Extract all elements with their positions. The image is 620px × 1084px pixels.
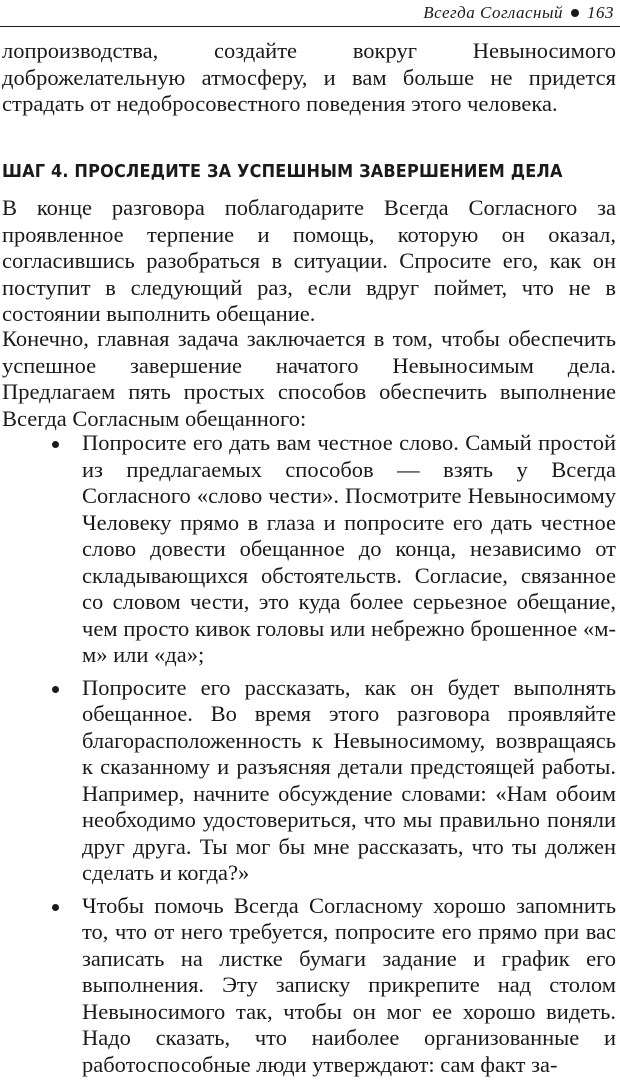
paragraph: В конце разговора поблагодарите Всегда Согласного за проявленное терпение и помощь, которую он оказал, согласившись разобраться в ситуации. Спросите его, как он поступит в следующий раз, если вдруг поймет, что не в состоянии выполнить обещание. xyxy=(2,195,616,326)
bullet-separator-icon xyxy=(571,9,579,17)
bullet-icon xyxy=(52,441,59,448)
list-item xyxy=(0,430,620,669)
running-header xyxy=(423,0,614,26)
list-item-text: Попросите его рассказать, как он будет выполнять обещанное. Во время этого разговора проявляйте благорасположенность к Невыносимому, возвращаясь к сказанному и разъясняя детали предстоящей работы. Например, начните обсуждение словами: «Нам обоим необходимо удостовериться, что мы правильно поняли друг друга. Ты мог бы мне рассказать, что ты должен сделать и когда?» xyxy=(82,674,616,885)
section-heading: ШАГ 4. ПРОСЛЕДИТЕ ЗА УСПЕШНЫМ ЗАВЕРШЕНИЕМ ДЕЛА xyxy=(2,162,563,182)
bullet-icon xyxy=(52,686,59,693)
continued-paragraph: лопроизводства, создайте вокруг Невыносимого доброжелательную атмосферу, и вам больше не придется страдать от недобросовестного поведения этого человека. xyxy=(2,38,616,116)
list-item-text: Чтобы помочь Всегда Согласному хорошо запомнить то, что от него требуется, попросите его прямо при вас записать на листке бумаги задание и график его выполнения. Эту записку прикрепите над столом Невыносимого так, чтобы он мог ее хорошо видеть. Надо сказать, что наиболее организованные и работоспособные люди утверждают: сам факт за- xyxy=(82,892,616,1077)
list-item xyxy=(0,893,620,1079)
page-number: 163 xyxy=(587,3,614,22)
list-item-text: Попросите его дать вам честное слово. Самый простой из предлагаемых способов — взять у Всегда Согласного «слово чести». Посмотрите Невыносимому Человеку прямо в глаза и попросите его дать честное слово довести обещанное до конца, независимо от складывающихся обстоятельств. Согласие, связанное со словом чести, это куда более серьезное обещание, чем просто кивок головы или небрежно брошенное «м-м» или «да»; xyxy=(82,430,616,667)
paragraph: Конечно, главная задача заключается в том, чтобы обеспечить успешное завершение начатого Невыносимым дела. Предлагаем пять простых способов обеспечить выполнение Всегда Согласным обещанного: xyxy=(2,326,616,431)
bullet-icon xyxy=(52,904,59,911)
running-header-title: Всегда Согласный xyxy=(423,3,563,22)
header-rule xyxy=(0,26,620,27)
list-item xyxy=(0,675,620,887)
bullet-list xyxy=(0,430,620,1084)
